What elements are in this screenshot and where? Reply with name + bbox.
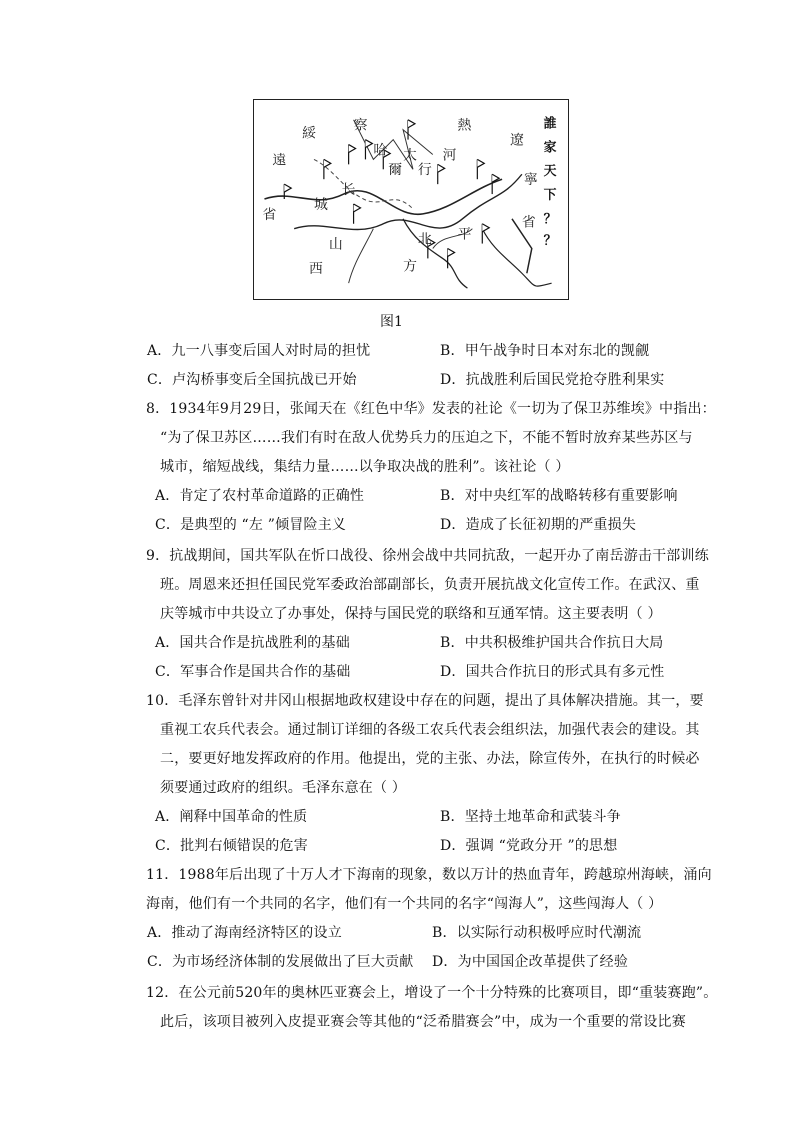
map-label: 哈: [373, 142, 388, 159]
q11-option-b: B．以实际行动积极呼应时代潮流: [432, 925, 642, 941]
q10-option-c: C．批判右倾错误的危害: [155, 838, 308, 854]
map-title-char: ？: [543, 233, 557, 249]
cartoon-map-figure: [253, 99, 569, 300]
q12-stem-line1: 12．在公元前520年的奥林匹亚赛会上，增设了一个十分特殊的比赛项目，即“重装赛跑”。: [146, 985, 718, 1001]
map-title-char: 天: [543, 164, 557, 180]
map-label: 省: [262, 206, 277, 223]
q9-option-b: B．中共积极维护国共合作抗日大局: [440, 635, 664, 651]
map-label: 察: [353, 117, 368, 134]
map-label: 熱: [457, 117, 472, 134]
map-label: 太: [403, 147, 417, 164]
q9-stem-line2: 班。周恩来还担任国民党军委政治部副部长，负责开展抗战文化宣传工作。在武汉、重: [160, 577, 700, 593]
map-title-char: 家: [543, 140, 557, 156]
q10-stem-line3: 二，要更好地发挥政府的作用。他提出，党的主张、办法，除宣传外，在执行的时候必: [160, 751, 700, 767]
q9-option-d: D．国共合作抗日的形式具有多元性: [440, 664, 665, 680]
map-drawing: [254, 100, 568, 299]
q11-stem-line1: 11．1988年后出现了十万人才下海南的现象，数以万计的热血青年，跨越琼州海峡，涌向: [146, 867, 712, 883]
q10-stem-line1: 10．毛泽东曾针对井冈山根据地政权建设中存在的问题，提出了具体解决措施。其一，要: [146, 693, 704, 709]
map-label: 西: [309, 261, 323, 278]
map-label: 行: [417, 162, 432, 179]
q8-stem-line3: 城市，缩短战线，集结力量……以争取决战的胜利”。该社论（ ）: [160, 459, 570, 475]
q8-stem-line2: “为了保卫苏区……我们有时在敌人优势兵力的压迫之下，不能不暂时放弃某些苏区与: [160, 430, 693, 446]
q7-option-b: B．甲午战争时日本对东北的觊觎: [440, 343, 650, 359]
q8-option-a: A．肯定了农村革命道路的正确性: [155, 488, 365, 504]
map-label: 方: [403, 258, 417, 275]
q11-option-d: D．为中国国企改革提供了经验: [432, 954, 629, 970]
map-label: 省: [521, 214, 536, 231]
map-label: 平: [457, 226, 472, 243]
q7-option-c: C．卢沟桥事变后全国抗战已开始: [147, 372, 357, 388]
q10-option-b: B．坚持土地革命和武装斗争: [440, 809, 621, 825]
q11-stem-line2: 海南，他们有一个共同的名字，他们有一个共同的名字“闯海人”，这些闯海人（ ）: [146, 896, 663, 912]
q9-stem-line3: 庆等城市中共设立了办事处，保持与国民党的联络和互通军情。这主要表明（ ）: [160, 606, 662, 622]
map-title-char: ？: [543, 211, 557, 227]
figure-caption: 图1: [380, 314, 403, 330]
q10-option-a: A．阐释中国革命的性质: [155, 809, 308, 825]
map-label: 城: [313, 196, 328, 213]
q12-stem-line2: 此后，该项目被列入皮提亚赛会等其他的“泛希腊赛会”中，成为一个重要的常设比赛: [160, 1014, 686, 1030]
map-label: 河: [442, 147, 457, 164]
map-label: 綏: [302, 125, 316, 142]
q11-option-a: A．推动了海南经济特区的设立: [147, 925, 342, 941]
map-label: 遠: [272, 152, 287, 169]
map-title-char: 誰: [543, 116, 557, 132]
q9-option-c: C．军事合作是国共合作的基础: [155, 664, 351, 680]
map-label: 北: [417, 231, 432, 248]
q7-option-a: A．九一八事变后国人对时局的担忧: [147, 343, 371, 359]
map-label: 长: [341, 182, 356, 199]
map-label: 山: [328, 236, 343, 253]
q10-stem-line4: 须要通过政府的组织。毛泽东意在（ ）: [160, 780, 407, 796]
q8-stem-line1: 8．1934年9月29日，张闻天在《红色中华》发表的社论《一切为了保卫苏维埃》中指出：: [146, 401, 716, 417]
map-title-char: 下: [543, 188, 557, 204]
q10-stem-line2: 重视工农兵代表会。通过制订详细的各级工农兵代表会组织法，加强代表会的建设。其: [160, 722, 700, 738]
q9-option-a: A．国共合作是抗战胜利的基础: [155, 635, 350, 651]
q8-option-c: C．是典型的 “左 ”倾冒险主义: [155, 517, 347, 533]
q10-option-d: D．强调 “党政分开 ”的思想: [440, 838, 618, 854]
q11-option-c: C．为市场经济体制的发展做出了巨大贡献: [147, 954, 414, 970]
q7-option-d: D．抗战胜利后国民党抢夺胜利果实: [440, 372, 665, 388]
q9-stem-line1: 9．抗战期间，国共军队在忻口战役、徐州会战中共同抗敌，一起开办了南岳游击干部训练: [146, 548, 709, 564]
map-label: 遼: [510, 132, 524, 149]
q8-option-b: B．对中央红军的战略转移有重要影响: [440, 488, 678, 504]
map-label: 寧: [523, 172, 538, 189]
map-label: 爾: [388, 162, 403, 179]
q8-option-d: D．造成了长征初期的严重损失: [440, 517, 637, 533]
